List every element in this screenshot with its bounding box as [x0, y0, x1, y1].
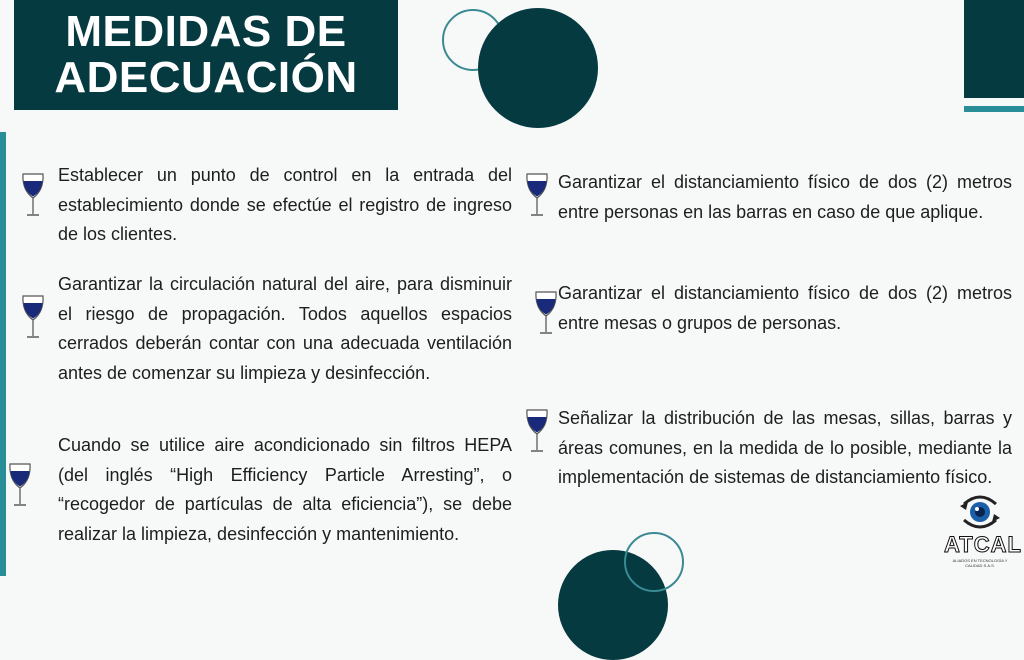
wine-glass-icon [524, 408, 550, 454]
logo-tagline: ALIADOS EN TECNOLOGÍA Y CALIDAD S.A.S. [952, 558, 1008, 568]
atcal-logo [944, 494, 1022, 572]
eye-logo-icon [958, 494, 1002, 530]
page-title-line-2: ADECUACIÓN [54, 53, 358, 102]
wine-glass-icon [533, 290, 559, 336]
decorative-bar-left-edge [0, 132, 6, 576]
left-item-2: Garantizar la circulación natural del aire, para disminuir el riesgo de propagación. Todos aquellos espacios cerrados deberán contar con una adecuada ventilación antes de comenzar su limpieza y desinfección. [58, 274, 512, 383]
right-item-3: Señalizar la distribución de las mesas, sillas, barras y áreas comunes, en la medida de lo posible, mediante la implementación de sistemas de distanciamiento físico. [558, 408, 1012, 487]
wine-glass-icon [524, 172, 550, 218]
page-title-line-1: MEDIDAS DE [65, 7, 347, 56]
wine-glass-icon [7, 462, 33, 508]
title-banner [14, 0, 398, 110]
decorative-disc-top [478, 8, 598, 128]
decorative-bar-top-right [964, 106, 1024, 112]
left-item-3: Cuando se utilice aire acondicionado sin filtros HEPA (del inglés “High Efficiency Particle Arresting”, o “recogedor de partículas de alta eficiencia”), se debe realizar la limpieza, desinfección y mantenimiento. [58, 435, 512, 544]
left-item-1: Establecer un punto de control en la entrada del establecimiento donde se efectúe el registro de ingreso de los clientes. [58, 165, 512, 244]
decorative-ring-bottom [624, 532, 684, 592]
right-item-1: Garantizar el distanciamiento físico de dos (2) metros entre personas en las barras en caso de que aplique. [558, 172, 1012, 222]
right-item-2: Garantizar el distanciamiento físico de dos (2) metros entre mesas o grupos de personas. [558, 283, 1012, 333]
wine-glass-icon [20, 294, 46, 340]
decorative-block-top-right [964, 0, 1024, 98]
logo-name: ATCAL [944, 532, 1022, 557]
wine-glass-icon [20, 172, 46, 218]
